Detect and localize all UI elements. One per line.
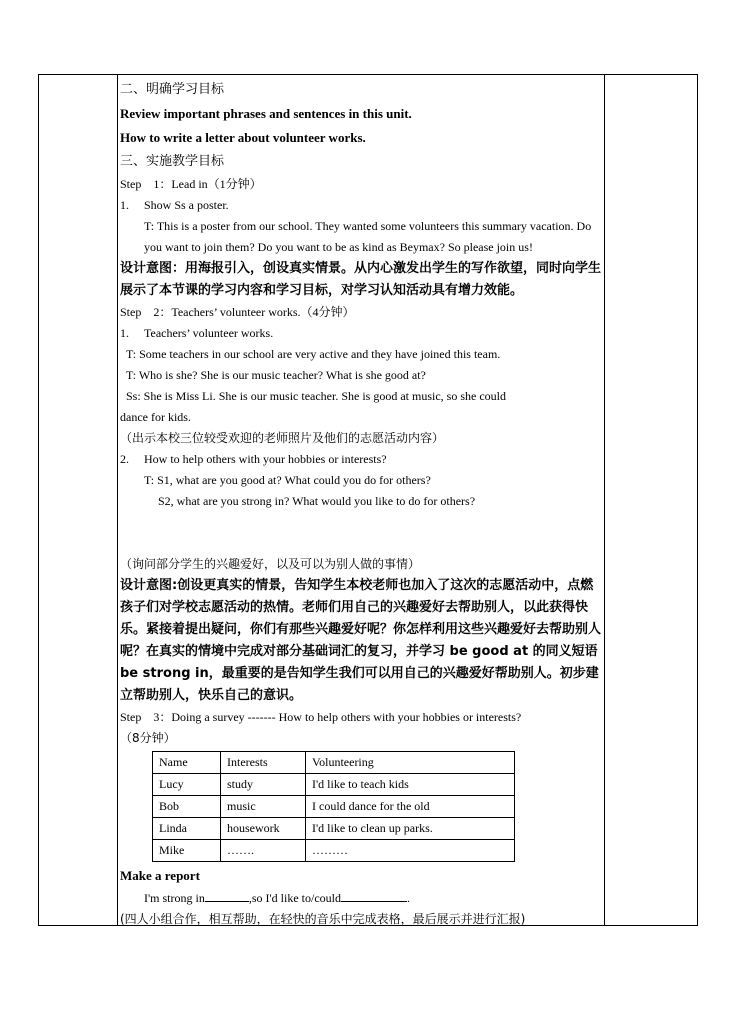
item-number: 1. xyxy=(120,326,129,340)
blank-line xyxy=(205,889,249,902)
header-interests: Interests xyxy=(221,752,306,774)
blank-space xyxy=(120,512,603,554)
lesson-content-cell xyxy=(120,78,603,930)
question-s1: T: S1, what are you good at? What could you do for others? xyxy=(144,473,431,487)
step-3-time: （8分钟） xyxy=(120,731,176,745)
dialog-line-t1: T: Some teachers in our school are very active and they have joined this team. xyxy=(126,347,501,361)
step-1-teacher-text: T: This is a poster from our school. They wanted some volunteers this summary vacation. Do you want to join them? Do you want to be as kind as Beymax? So please join us! xyxy=(144,219,592,254)
report-text-a: I'm strong in xyxy=(144,891,205,905)
make-report-title: Make a report xyxy=(120,868,200,883)
step-1-title: Step 1：Lead in（1分钟） xyxy=(120,177,262,191)
section-3-heading: 三、实施教学目标 xyxy=(120,154,225,169)
dialog-line-t2: T: Who is she? She is our music teacher? What is she good at? xyxy=(126,368,426,382)
step-2-item-2 xyxy=(120,449,603,470)
table-cell: I could dance for the old xyxy=(306,796,515,818)
group-work-note: (四人小组合作，相互帮助，在轻快的音乐中完成表格，最后展示并进行汇报) xyxy=(120,912,526,926)
step-2-item-1 xyxy=(120,323,603,344)
note-ask-students: （询问部分学生的兴趣爱好，以及可以为别人做的事情） xyxy=(120,557,421,571)
item-number: 1. xyxy=(120,198,129,212)
table-row xyxy=(153,818,515,840)
step-2-title: Step 2：Teachers’ volunteer works.（4分钟） xyxy=(120,305,355,319)
table-cell: Lucy xyxy=(153,774,221,796)
table-cell: Bob xyxy=(153,796,221,818)
design-intent-1: 设计意图：用海报引入，创设真实情景。从内心激发出学生的写作欲望，同时向学生展示了本节课的学习内容和学习目标，对学习认知活动具有增力效能。 xyxy=(120,261,602,298)
table-cell: ……. xyxy=(221,840,306,862)
dialog-line-ss: Ss: She is Miss Li. She is our music teacher. She is good at music, so she could xyxy=(126,389,506,403)
table-cell: music xyxy=(221,796,306,818)
table-cell: Linda xyxy=(153,818,221,840)
header-volunteering: Volunteering xyxy=(306,752,515,774)
report-text-c: . xyxy=(406,891,410,905)
table-cell: Mike xyxy=(153,840,221,862)
blank-line xyxy=(341,889,407,902)
report-sentence xyxy=(120,888,603,909)
step-3-title: Step 3：Doing a survey ------- How to help others with your hobbies or interests? xyxy=(120,710,522,724)
design-intent-2: 设计意图:创设更真实的情景，告知学生本校老师也加入了这次的志愿活动中，点燃孩子们对学校志愿活动的热情。老师们用自己的兴趣爱好去帮助别人，以此获得快乐。紧接着提出疑问，你们有那些兴趣爱好呢？你怎样利用这些兴趣爱好去帮助别人呢？在真实的情境中完成对部分基础词汇的复习，并学习 be good at 的同义短语 be strong in，最重要的是告知学生我们可以用自己的兴趣爱好帮助别人。初步建立帮助别人，快乐自己的意识。 xyxy=(120,578,602,703)
item-text: How to help others with your hobbies or interests? xyxy=(144,452,387,466)
survey-table xyxy=(152,751,515,862)
table-cell: housework xyxy=(221,818,306,840)
header-name: Name xyxy=(153,752,221,774)
table-row xyxy=(153,840,515,862)
table-cell: I'd like to teach kids xyxy=(306,774,515,796)
table-cell: study xyxy=(221,774,306,796)
goal-1: Review important phrases and sentences in this unit. xyxy=(120,106,412,121)
report-text-b: ,so I'd like to/could xyxy=(248,891,341,905)
table-row xyxy=(153,774,515,796)
column-divider-right xyxy=(604,75,605,925)
table-cell: I'd like to clean up parks. xyxy=(306,818,515,840)
column-divider-left xyxy=(117,75,118,925)
note-teacher-photos: （出示本校三位较受欢迎的老师照片及他们的志愿活动内容） xyxy=(120,431,445,445)
table-header-row xyxy=(153,752,515,774)
item-text: Teachers’ volunteer works. xyxy=(144,326,274,340)
goal-2: How to write a letter about volunteer works. xyxy=(120,130,366,145)
table-row xyxy=(153,796,515,818)
step-1-item xyxy=(120,195,603,216)
item-number: 2. xyxy=(120,452,129,466)
dialog-line-ss-cont: dance for kids. xyxy=(120,410,191,424)
table-cell: ……… xyxy=(306,840,515,862)
item-text: Show Ss a poster. xyxy=(144,198,229,212)
section-2-heading: 二、明确学习目标 xyxy=(120,82,225,97)
question-s2: S2, what are you strong in? What would you like to do for others? xyxy=(158,494,476,508)
